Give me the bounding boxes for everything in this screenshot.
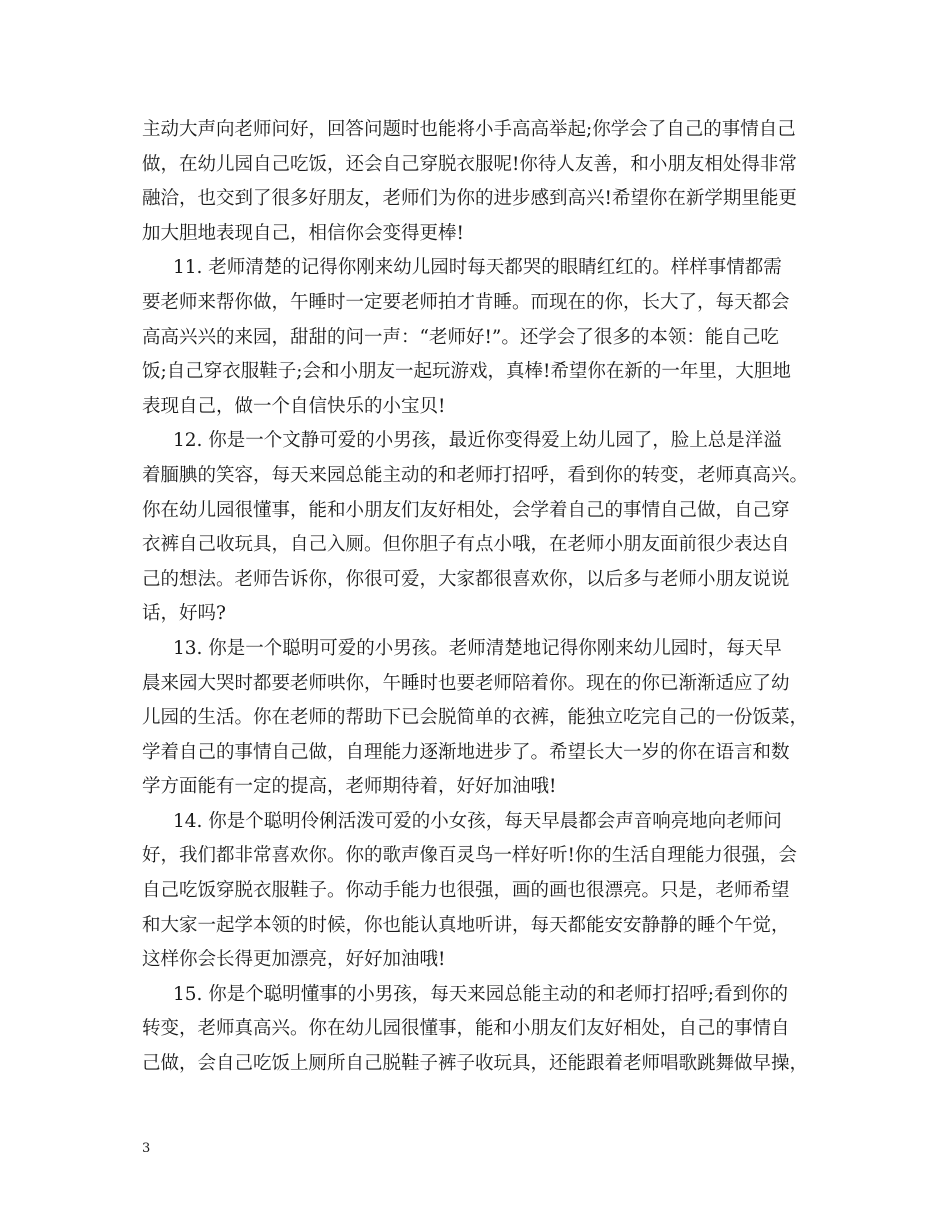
text-line: 这样你会长得更加漂亮，好好加油哦! bbox=[142, 949, 446, 971]
text-line: 儿园的生活。你在老师的帮助下已会脱简单的衣裤，能独立吃完自己的一份饭菜， bbox=[142, 707, 809, 729]
paragraph-12-start: 12. 你是一个文静可爱的小男孩，最近你变得爱上幼儿园了，脸上总是洋溢 bbox=[173, 430, 782, 452]
text-line: 和大家一起学本领的时候，你也能认真地听讲，每天都能安安静静的睡个午觉， bbox=[142, 914, 790, 936]
text-line: 晨来园大哭时都要老师哄你，午睡时也要老师陪着你。现在的你已渐渐适应了幼 bbox=[142, 672, 790, 694]
text-line: 主动大声向老师问好，回答问题时也能将小手高高举起;你学会了自己的事情自己 bbox=[142, 119, 796, 140]
text-line: 饭;自己穿衣服鞋子;会和小朋友一起玩游戏，真棒!希望你在新的一年里，大胆地 bbox=[142, 361, 791, 383]
text-line: 高高兴兴的来园，甜甜的问一声：“老师好!”。还学会了很多的本领：能自己吃 bbox=[142, 326, 779, 348]
text-line: 话，好吗? bbox=[142, 603, 226, 625]
text-line: 己做，会自己吃饭上厕所自己脱鞋子裤子收玩具，还能跟着老师唱歌跳舞做早操， bbox=[142, 1053, 809, 1075]
text-line: 好，我们都非常喜欢你。你的歌声像百灵鸟一样好听!你的生活自理能力很强，会 bbox=[142, 845, 797, 867]
text-line: 表现自己，做一个自信快乐的小宝贝! bbox=[142, 395, 446, 417]
text-line: 学方面能有一定的提高，老师期待着，好好加油哦! bbox=[142, 776, 557, 798]
text-line: 融洽，也交到了很多好朋友，老师们为你的进步感到高兴!希望你在新学期里能更 bbox=[142, 188, 797, 210]
text-line: 你在幼儿园很懂事，能和小朋友们友好相处，会学着自己的事情自己做，自己穿 bbox=[142, 499, 790, 521]
page-number: 3 bbox=[142, 1141, 151, 1156]
text-line: 己的想法。老师告诉你，你很可爱，大家都很喜欢你，以后多与老师小朋友说说 bbox=[142, 568, 790, 590]
text-line: 衣裤自己收玩具，自己入厕。但你胆子有点小哦，在老师小朋友面前很少表达自 bbox=[142, 534, 790, 556]
paragraph-14-start: 14. 你是个聪明伶俐活泼可爱的小女孩，每天早晨都会声音响亮地向老师问 bbox=[173, 810, 782, 832]
paragraph-11-start: 11. 老师清楚的记得你刚来幼儿园时每天都哭的眼睛红红的。样样事情都需 bbox=[173, 257, 782, 279]
text-line: 要老师来帮你做，午睡时一定要老师拍才肯睡。而现在的你，长大了，每天都会 bbox=[142, 291, 790, 313]
text-line: 学着自己的事情自己做，自理能力逐渐地进步了。希望长大一岁的你在语言和数 bbox=[142, 741, 790, 763]
paragraph-13-start: 13. 你是一个聪明可爱的小男孩。老师清楚地记得你刚来幼儿园时，每天早 bbox=[173, 637, 782, 659]
text-line: 做，在幼儿园自己吃饭，还会自己穿脱衣服呢!你待人友善，和小朋友相处得非常 bbox=[142, 153, 797, 175]
text-line: 转变，老师真高兴。你在幼儿园很懂事，能和小朋友们友好相处，自己的事情自 bbox=[142, 1018, 790, 1040]
text-line: 加大胆地表现自己，相信你会变得更棒! bbox=[142, 222, 464, 244]
text-line: 自己吃饭穿脱衣服鞋子。你动手能力也很强，画的画也很漂亮。只是，老师希望 bbox=[142, 880, 790, 902]
body-text bbox=[142, 113, 822, 1082]
paragraph-15-start: 15. 你是个聪明懂事的小男孩，每天来园总能主动的和老师打招呼;看到你的 bbox=[173, 983, 789, 1005]
text-line: 着腼腆的笑容，每天来园总能主动的和老师打招呼，看到你的转变，老师真高兴。 bbox=[142, 464, 809, 486]
